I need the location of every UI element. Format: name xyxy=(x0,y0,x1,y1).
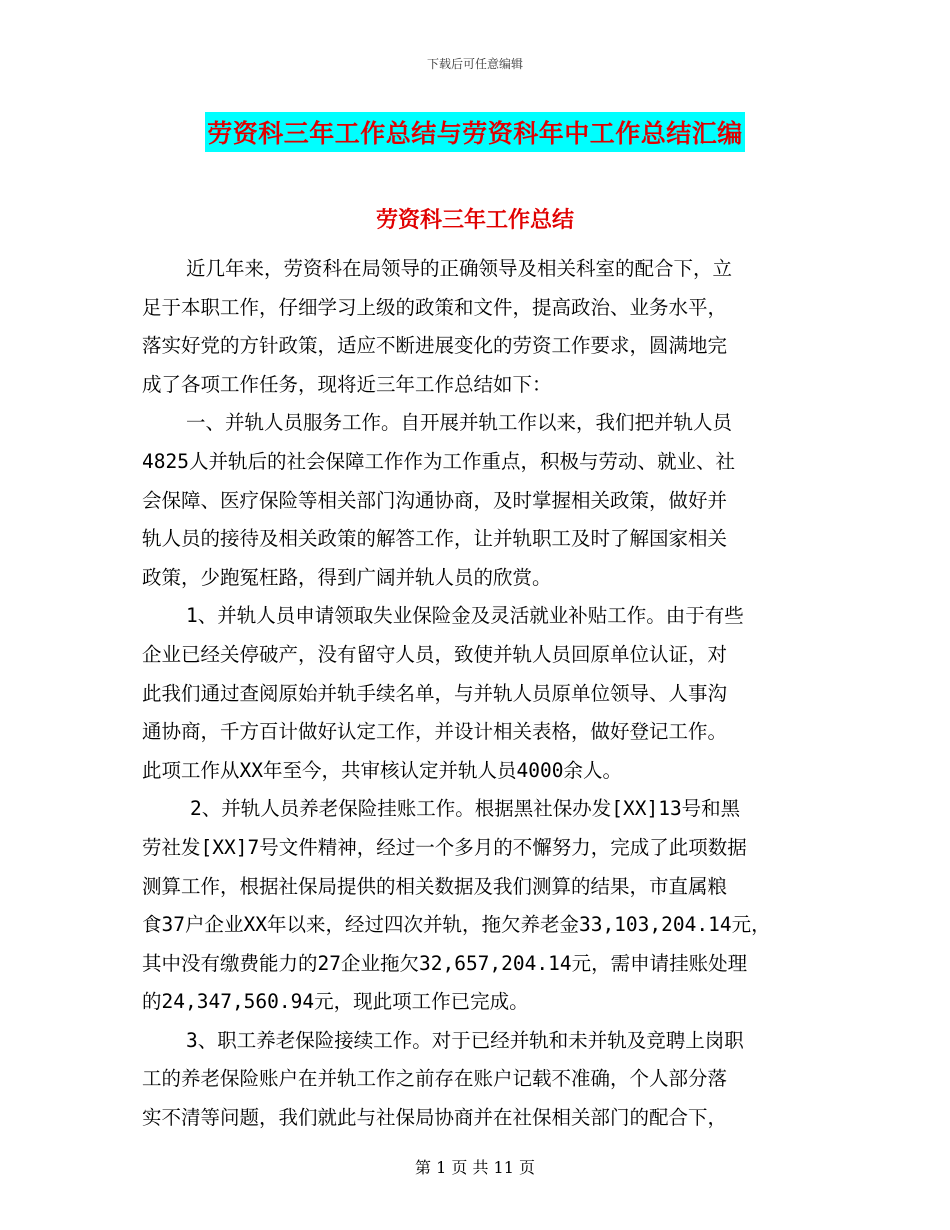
paragraph-line: 足于本职工作，仔细学习上级的政策和文件，提高政治、业务水平， xyxy=(142,295,728,319)
paragraph-line: 企业已经关停破产，没有留守人员，致使并轨人员回原单位认证，对 xyxy=(142,642,728,666)
paragraph-line: 一、并轨人员服务工作。自开展并轨工作以来，我们把并轨人员 xyxy=(186,411,733,435)
paragraph-line: 测算工作，根据社保局提供的相关数据及我们测算的结果，市直属粮 xyxy=(142,874,728,898)
main-title-wrap xyxy=(0,112,950,152)
paragraph-line: 1、并轨人员申请领取失业保险金及灵活就业补贴工作。由于有些 xyxy=(186,604,744,628)
paragraph-line: 的24,347,560.94元，现此项工作已完成。 xyxy=(142,990,529,1014)
section-title: 劳资科三年工作总结 xyxy=(375,208,574,233)
paragraph-line: 落实好党的方针政策，适应不断进展变化的劳资工作要求，圆满地完 xyxy=(142,334,728,358)
page-footer: 第 1 页 共 11 页 xyxy=(415,1158,535,1177)
paragraph-line: 劳社发[XX]7号文件精神，经过一个多月的不懈努力，完成了此项数据 xyxy=(142,835,747,859)
paragraph-line: 政策，少跑冤枉路，得到广阔并轨人员的欣赏。 xyxy=(142,565,552,589)
paragraph-line: 3、职工养老保险接续工作。对于已经并轨和未并轨及竞聘上岗职 xyxy=(186,1028,744,1052)
header-note: 下载后可任意编辑 xyxy=(426,57,523,71)
paragraph-line: 会保障、医疗保险等相关部门沟通协商，及时掌握相关政策，做好并 xyxy=(142,488,728,512)
paragraph-line: 2、并轨人员养老保险挂账工作。根据黑社保办发[XX]13号和黑 xyxy=(190,797,741,821)
paragraph-line: 4825人并轨后的社会保障工作作为工作重点，积极与劳动、就业、社 xyxy=(142,449,735,473)
paragraph-line: 轨人员的接待及相关政策的解答工作，让并轨职工及时了解国家相关 xyxy=(142,527,728,551)
paragraph-line: 食37户企业XX年以来，经过四次并轨，拖欠养老金33,103,204.14元， xyxy=(142,913,771,937)
paragraph-line: 此我们通过查阅原始并轨手续名单，与并轨人员原单位领导、人事沟 xyxy=(142,681,728,705)
main-title: 劳资科三年工作总结与劳资科年中工作总结汇编 xyxy=(205,112,745,152)
paragraph-line: 近几年来，劳资科在局领导的正确领导及相关科室的配合下，立 xyxy=(186,257,733,280)
paragraph-line: 实不清等问题，我们就此与社保局协商并在社保相关部门的配合下， xyxy=(142,1106,728,1130)
body-text xyxy=(142,250,822,1138)
paragraph-line: 成了各项工作任务，现将近三年工作总结如下： xyxy=(142,372,552,396)
paragraph-line: 通协商，千方百计做好认定工作，并设计相关表格，做好登记工作。 xyxy=(142,720,728,744)
paragraph-line: 此项工作从XX年至今，共审核认定并轨人员4000余人。 xyxy=(142,758,622,782)
paragraph-line: 其中没有缴费能力的27企业拖欠32,657,204.14元，需申请挂账处理 xyxy=(142,951,748,975)
paragraph-line: 工的养老保险账户在并轨工作之前存在账户记载不准确，个人部分落 xyxy=(142,1067,728,1091)
